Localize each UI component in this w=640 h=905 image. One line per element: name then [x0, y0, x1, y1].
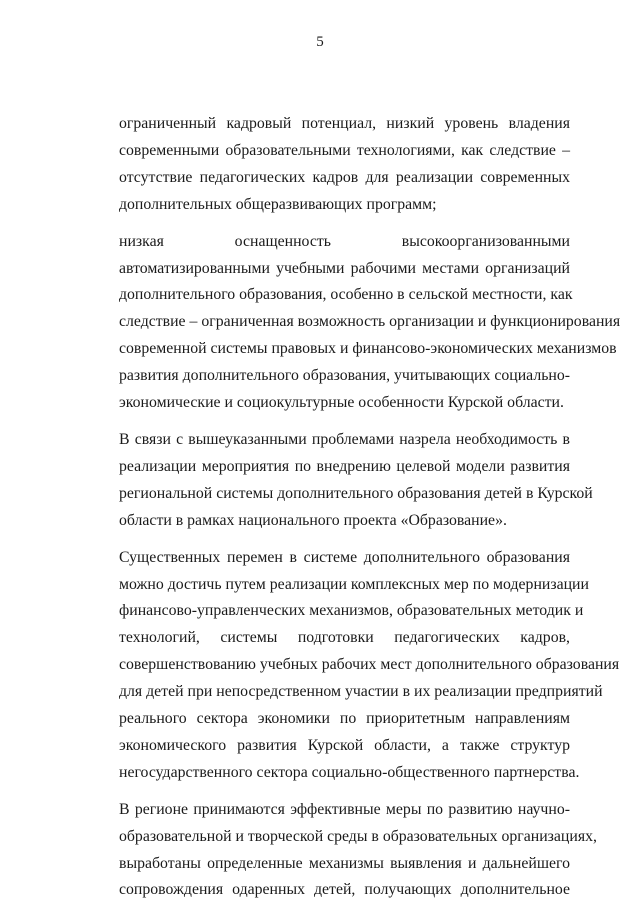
text-line: низкая оснащенность высокоорганизованными	[119, 232, 570, 250]
text-line: финансово-управленческих механизмов, образовательных методик и	[119, 602, 584, 620]
text-line: дополнительного образования, особенно в сельской местности, как	[119, 286, 573, 304]
text-line: региональной системы дополнительного образования детей в Курской	[119, 484, 593, 502]
text-line: можно достичь путем реализации комплексных мер по модернизации	[119, 575, 589, 593]
paragraph-2	[85, 229, 621, 417]
paragraph-3	[85, 427, 593, 535]
text-line: современной системы правовых и финансово-экономических механизмов	[119, 340, 617, 358]
text-line: В связи с вышеуказанными проблемами назрела необходимость в	[119, 430, 570, 448]
document-body	[85, 111, 621, 904]
text-line: реального сектора экономики по приоритетным направлениям	[119, 710, 570, 728]
text-line: сопровождения одаренных детей, получающих дополнительное	[119, 881, 570, 899]
text-line: выработаны определенные механизмы выявления и дальнейшего	[119, 854, 570, 872]
text-line: ограниченный кадровый потенциал, низкий уровень владения	[119, 115, 570, 132]
text-line: следствие – ограниченная возможность организации и функционирования	[119, 313, 621, 331]
text-line: области в рамках национального проекта «Образование».	[119, 511, 507, 529]
text-line: реализации мероприятия по внедрению целевой модели развития	[119, 457, 570, 475]
text-line: автоматизированными учебными рабочими местами организаций	[119, 259, 570, 277]
text-line: современными образовательными технологиями, как следствие –	[119, 141, 570, 159]
paragraph-4	[85, 545, 620, 787]
text-line: для детей при непосредственном участии в их реализации предприятий	[119, 683, 603, 701]
text-line: экономического развития Курской области, а также структур	[119, 736, 570, 754]
text-line: В регионе принимаются эффективные меры по развитию научно-	[119, 800, 570, 818]
text-line: отсутствие педагогических кадров для реализации современных	[119, 168, 570, 186]
text-line: негосударственного сектора социально-общественного партнерства.	[119, 763, 580, 781]
paragraph-1	[85, 111, 570, 219]
text-line: экономические и социокультурные особенности Курской области.	[119, 394, 564, 412]
text-line: образовательной и творческой среды в образовательных организациях,	[119, 827, 597, 845]
text-line: дополнительных общеразвивающих программ;	[119, 195, 437, 213]
paragraph-5	[85, 797, 597, 905]
text-line: совершенствованию учебных рабочих мест дополнительного образования	[119, 656, 620, 674]
text-line: технологий, системы подготовки педагогических кадров,	[119, 629, 570, 647]
text-line: развития дополнительного образования, учитывающих социально-	[119, 367, 571, 385]
text-line: Существенных перемен в системе дополнительного образования	[119, 548, 570, 566]
page-number: 5	[316, 34, 324, 50]
